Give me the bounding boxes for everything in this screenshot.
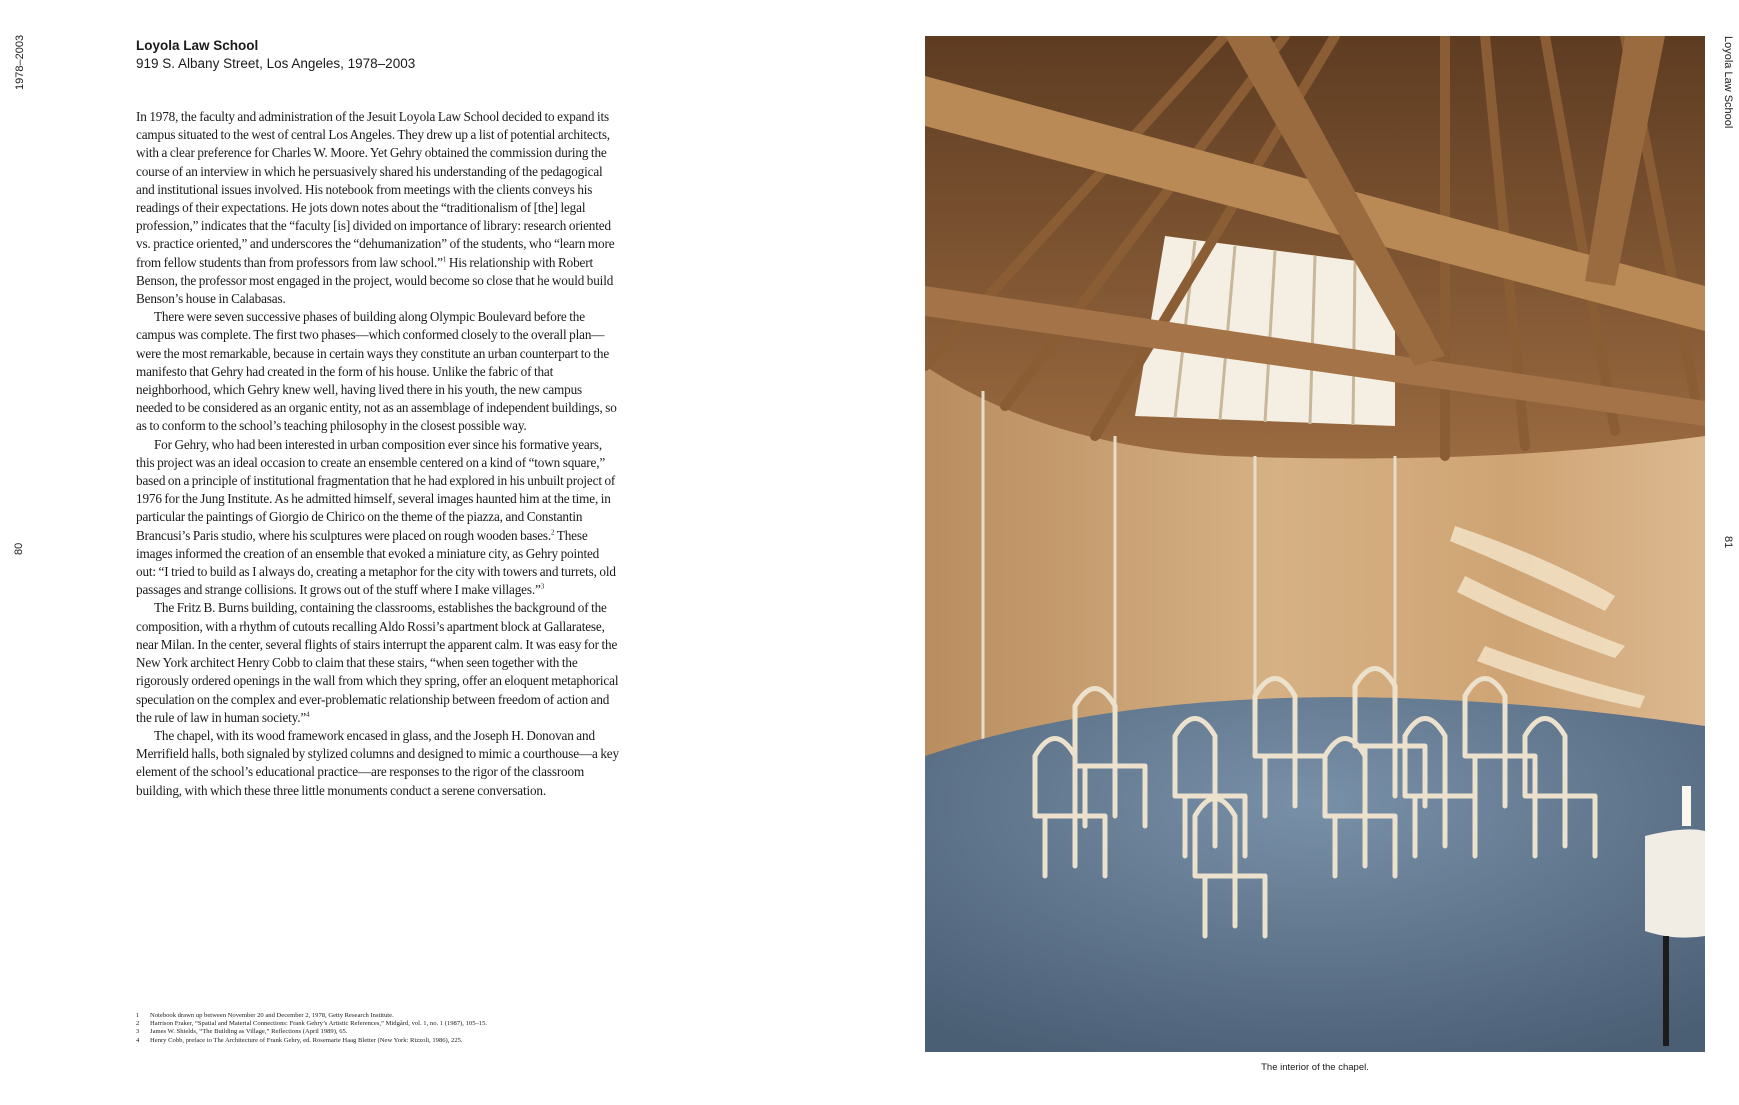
left-running-head: 1978–2003 <box>14 34 26 90</box>
paragraph: For Gehry, who had been interested in urban composition ever since his formative years, this project was an ideal occasion to create an ensemble centered on a kind of “town square,” based on a principle of institutional fragmentation that he had explored in his unbuilt project of 1976 for the Jung Institute. As he admitted himself, several images haunted him at the time, in particular the paintings of Giorgio de Chirico on the theme of the piazza, and Constantin Brancusi’s Paris studio, where his sculptures were placed on rough wooden bases.$^2$ These images informed the creation of an ensemble that evoked a miniature city, as Gehry pointed out: “I tried to build as I always do, creating a metaphor for the city with towers and turrets, old passages and strange collisions. It grows out of the stuff where I make villages.”$^3$ <box>136 436 616 598</box>
left-page-number: 80 <box>13 542 25 555</box>
footnote-ref: 2 <box>551 528 555 537</box>
right-running-head: Loyola Law School <box>1722 36 1734 129</box>
paragraph: The Fritz B. Burns building, containing the classrooms, establishes the background of the composition, with a rhythm of cutouts recalling Aldo Rossi’s apartment block at Gallaratese, near Milan. In the center, several flights of stairs interrupt the apparent calm. It was easy for the New York architect Henry Cobb to claim that these stairs, “when seen together with the rigorously ordered openings in the wall from which they spring, offer an eloquent metaphorical speculation on the complex and ever-problematic relationship between freedom of action and the rule of law in human society.”$^4$ <box>136 600 619 725</box>
paragraph: There were seven successive phases of building along Olympic Boulevard before the campus was complete. The first two phases—which conformed closely to the overall plan—were the most remarkable, because in certain ways they constitute an urban counterpart to the manifesto that Gehry had created in the form of his house. Unlike the fabric of that neighborhood, which Gehry knew well, having lived there in his youth, the new campus needed to be considered as an organic entity, not as an assemblage of independent buildings, so as to conform to the school’s teaching philosophy in the closest possible way. <box>136 309 617 434</box>
paragraph: The chapel, with its wood framework encased in glass, and the Joseph H. Donovan and Merrifield halls, both signaled by stylized columns and designed to mimic a courthouse—a key element of the school’s educational practice—are responses to the rigor of the classroom building, with which these three little monuments conduct a serene conversation. <box>136 727 619 798</box>
section-subtitle: 919 S. Albany Street, Los Angeles, 1978–2003 <box>136 56 416 71</box>
footnote: 4 Henry Cobb, preface to The Architecture of Frank Gehry, ed. Rosemarie Haag Bletter (New York: Rizzoli, 1986), 225. <box>136 1036 463 1044</box>
footnote-ref: 1 <box>442 255 447 264</box>
footnote-ref: 4 <box>306 710 310 719</box>
footnote: 3 James W. Shields, “The Building as Village,” Reflections (April 1989), 65. <box>136 1028 348 1036</box>
footnote: 2 Harrison Fraker, “Spatial and Material Connections: Frank Gehry’s Artistic References,” Midgård, vol. 1, no. 1 (1987), 105–15. <box>136 1020 488 1028</box>
body-text <box>136 108 619 800</box>
chapel-photo <box>925 36 1705 1052</box>
photo-caption: The interior of the chapel. <box>1261 1062 1369 1073</box>
section-title: Loyola Law School <box>136 38 259 53</box>
footnote: 1 Notebook drawn up between November 20 and December 2, 1978, Getty Research Institute. <box>136 1012 394 1019</box>
footnotes <box>136 1012 636 1045</box>
footnote-ref: 3 <box>540 582 545 591</box>
paragraph: In 1978, the faculty and administration of the Jesuit Loyola Law School decided to expand its campus situated to the west of central Los Angeles. They drew up a list of potential architects, with a clear preference for Charles W. Moore. Yet Gehry obtained the commission during the course of an interview in which he persuasively shared his understanding of the pedagogical and institutional issues involved. His notebook from meetings with the clients conveys his readings of their expectations. He jots down notes about the “traditionalism of [the] legal profession,” indicates that the “faculty [is] divided on importance of library: research oriented vs. practice oriented,” and underscores the “dehumanization” of the students, who “learn more from fellow students than from professors from law school.”$^1$ His relationship with Robert Benson, the professor most engaged in the project, would become so close that he would build Benson’s house in Calabasas. <box>136 109 615 307</box>
right-page-number: 81 <box>1722 536 1734 549</box>
